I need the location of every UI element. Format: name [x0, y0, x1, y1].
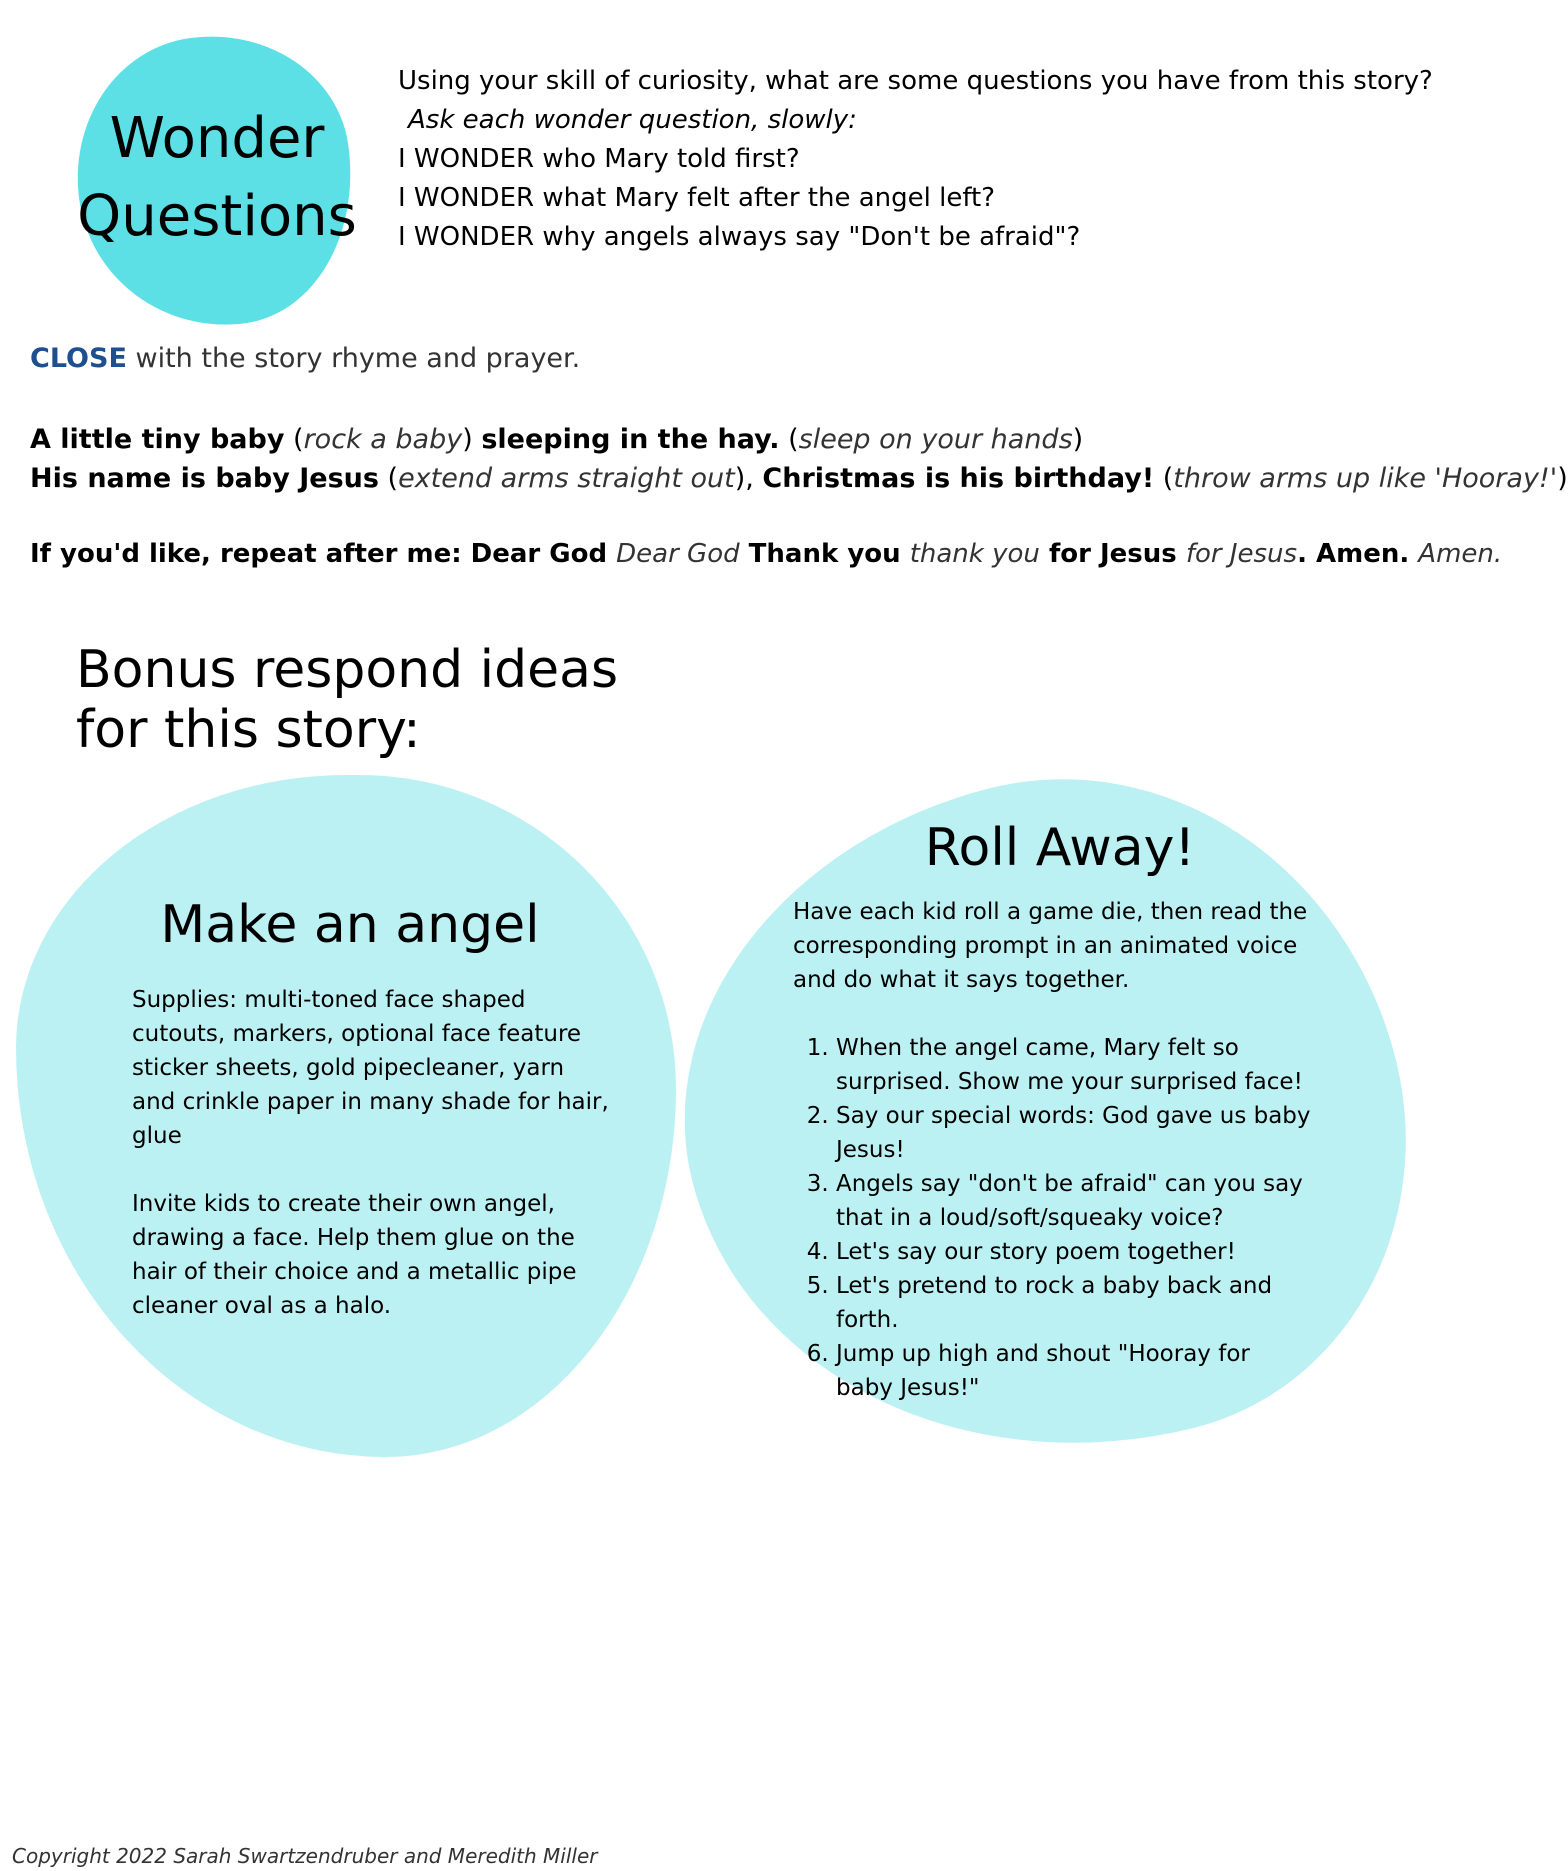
rhyme-paren: )	[1557, 463, 1568, 494]
make-angel-title: Make an angel	[160, 895, 540, 955]
prayer-response: Dear God	[616, 539, 740, 569]
list-item: 6. Jump up high and shout "Hooray for baby Jesus!"	[836, 1337, 1313, 1405]
list-item: 5. Let's pretend to rock a baby back and forth.	[836, 1269, 1313, 1337]
rhyme-action: rock a baby	[303, 424, 463, 455]
make-angel-supplies: Supplies: multi-toned face shaped cutouts, markers, optional face feature sticker sheets, gold pipecleaner, yarn and crinkle paper in many shade for hair, glue	[132, 987, 609, 1149]
rhyme-line-2	[30, 459, 1568, 498]
wonder-question: I WONDER why angels always say "Don't be afraid"?	[398, 222, 1081, 252]
wonder-question: I WONDER what Mary felt after the angel left?	[398, 183, 996, 213]
rhyme-paren: )	[462, 424, 482, 455]
prayer-leader: If you'd like, repeat after me: Dear God	[30, 539, 617, 569]
prayer-line	[30, 539, 1502, 569]
bonus-heading	[76, 640, 618, 760]
roll-away-intro: Have each kid roll a game die, then read the corresponding prompt in an animated voice and do what it says together.	[793, 899, 1308, 993]
rhyme-paren: ),	[734, 463, 763, 494]
rhyme-action: throw arms up like 'Hooray!'	[1173, 463, 1558, 494]
roll-away-list	[793, 1031, 1313, 1405]
prayer-leader: Thank you	[739, 539, 910, 569]
rhyme-paren: (	[779, 424, 799, 455]
copyright-footer: Copyright 2022 Sarah Swartzendruber and Meredith Miller	[12, 1844, 598, 1868]
rhyme-paren: (	[378, 463, 399, 494]
roll-away-title: Roll Away!	[924, 818, 1196, 878]
rhyme-text: sleeping in the hay.	[481, 424, 780, 455]
bonus-heading-line1: Bonus respond ideas	[76, 640, 619, 700]
bonus-heading-line2: for this story:	[76, 700, 421, 760]
make-angel-instructions: Invite kids to create their own angel, drawing a face. Help them glue on the hair of their choice and a metallic pipe cleaner oval as a halo.	[132, 1191, 577, 1319]
roll-away-body	[793, 895, 1313, 1405]
close-rest: with the story rhyme and prayer.	[126, 343, 581, 374]
prayer-leader: . Amen.	[1297, 539, 1419, 569]
rhyme-text: His name is baby Jesus	[30, 463, 379, 494]
wonder-question: I WONDER who Mary told first?	[398, 144, 800, 174]
list-item: 2. Say our special words: God gave us baby Jesus!	[836, 1099, 1313, 1167]
list-item: 3. Angels say "don't be afraid" can you say that in a loud/soft/squeaky voice?	[836, 1167, 1313, 1235]
story-rhyme	[30, 420, 1568, 498]
wonder-title-line1: Wonder	[109, 106, 325, 171]
make-angel-body	[132, 983, 612, 1357]
wonder-questions-title	[72, 100, 362, 256]
wonder-questions-block	[398, 62, 1433, 257]
wonder-instruction: Ask each wonder question, slowly:	[408, 105, 857, 135]
prayer-response: thank you	[909, 539, 1040, 569]
wonder-title-line2: Questions	[77, 184, 357, 249]
rhyme-paren: )	[1072, 424, 1084, 455]
rhyme-action: sleep on your hands	[798, 424, 1073, 455]
list-item: 1. When the angel came, Mary felt so surprised. Show me your surprised face!	[836, 1031, 1313, 1099]
prayer-response: for Jesus	[1185, 539, 1298, 569]
close-instruction	[30, 343, 580, 374]
wonder-intro: Using your skill of curiosity, what are some questions you have from this story?	[398, 66, 1433, 96]
rhyme-paren: (	[284, 424, 304, 455]
rhyme-line-1	[30, 420, 1568, 459]
rhyme-action: extend arms straight out	[398, 463, 735, 494]
rhyme-paren: (	[1154, 463, 1174, 494]
close-keyword: CLOSE	[30, 343, 127, 374]
prayer-response: Amen.	[1418, 539, 1503, 569]
rhyme-text: Christmas is his birthday!	[762, 463, 1155, 494]
prayer-leader: for Jesus	[1039, 539, 1186, 569]
rhyme-text: A little tiny baby	[30, 424, 285, 455]
list-item: 4. Let's say our story poem together!	[836, 1235, 1313, 1269]
